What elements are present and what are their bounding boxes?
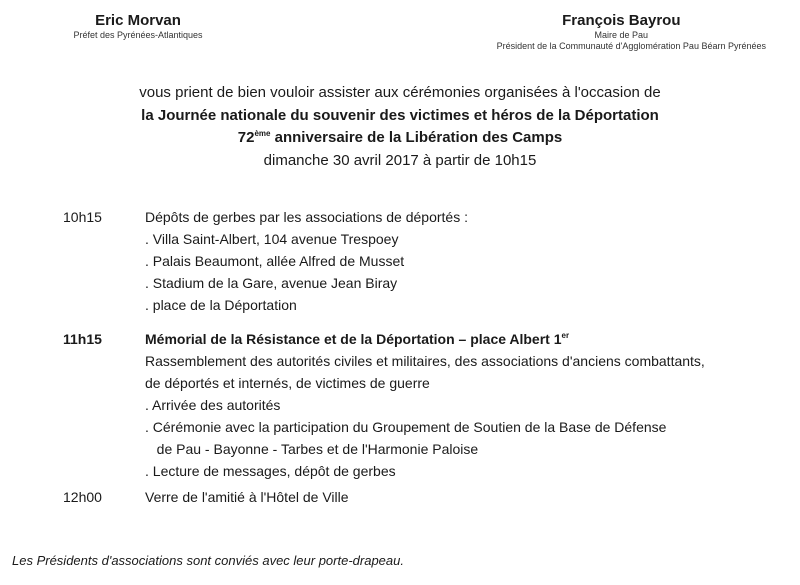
host-right-name: François Bayrou: [562, 12, 681, 29]
program-line: Rassemblement des autorités civiles et militaires, des associations d'anciens combattants,: [145, 353, 705, 369]
memorial-title-sup: er: [561, 331, 570, 340]
program-row: [0, 438, 800, 460]
anniversary-number: 72: [237, 129, 255, 146]
anniversary-sup: ème: [254, 129, 271, 138]
host-right-role-mayor: Maire de Pau: [594, 30, 649, 40]
program-line: . Villa Saint-Albert, 104 avenue Trespoey: [145, 231, 399, 247]
program-line: . Palais Beaumont, allée Alfred de Musset: [145, 253, 405, 269]
time-1015: 10h15: [63, 209, 102, 225]
event-title: la Journée nationale du souvenir des victimes et héros de la Déportation: [141, 106, 659, 124]
host-left: [38, 12, 238, 41]
memorial-title-text: Mémorial de la Résistance et de la Déportation – place Albert 1: [145, 331, 562, 347]
footnote: Les Présidents d'associations sont conviés avec leur porte-drapeau.: [12, 553, 404, 568]
program-line: . Cérémonie avec la participation du Groupement de Soutien de la Base de Défense: [145, 419, 667, 435]
event-date: dimanche 30 avril 2017 à partir de 10h15: [263, 151, 537, 169]
program-row: [0, 372, 800, 394]
program-row: [0, 460, 800, 482]
program-line: . Lecture de messages, dépôt de gerbes: [145, 463, 396, 479]
program-line: de déportés et internés, de victimes de guerre: [145, 375, 430, 391]
anniversary-line: [0, 127, 800, 150]
program-row: [0, 206, 800, 228]
time-1115: 11h15: [63, 331, 102, 347]
program-line: Dépôts de gerbes par les associations de déportés :: [145, 209, 468, 225]
host-left-name: Eric Morvan: [95, 12, 181, 29]
memorial-title: [145, 328, 569, 350]
program-row: [0, 350, 800, 372]
program-line: Verre de l'amitié à l'Hôtel de Ville: [145, 489, 349, 505]
program-row: [0, 272, 800, 294]
hosts-header: [0, 12, 800, 60]
program-row: [0, 486, 800, 508]
host-right-role-president: Président de la Communauté d'Agglomération Pau Béarn Pyrénées: [496, 41, 766, 51]
host-left-role: Préfet des Pyrénées-Atlantiques: [73, 30, 203, 40]
program-line: de Pau - Bayonne - Tarbes et de l'Harmonie Paloise: [145, 441, 479, 457]
host-right: [497, 12, 766, 52]
program-row: [0, 250, 800, 272]
intro-line-1: vous prient de bien vouloir assister aux cérémonies organisées à l'occasion de: [139, 84, 661, 101]
program-row: [0, 416, 800, 438]
program-line: . place de la Déportation: [145, 297, 297, 313]
anniversary-text: anniversaire de la Libération des Camps: [270, 129, 563, 146]
program-row: [0, 228, 800, 250]
program-line: . Arrivée des autorités: [145, 397, 281, 413]
program-line: . Stadium de la Gare, avenue Jean Biray: [145, 275, 398, 291]
program-row: [0, 294, 800, 316]
time-1200: 12h00: [63, 489, 102, 505]
program-row: [0, 328, 800, 350]
invitation-intro: [0, 82, 800, 172]
program-row: [0, 394, 800, 416]
